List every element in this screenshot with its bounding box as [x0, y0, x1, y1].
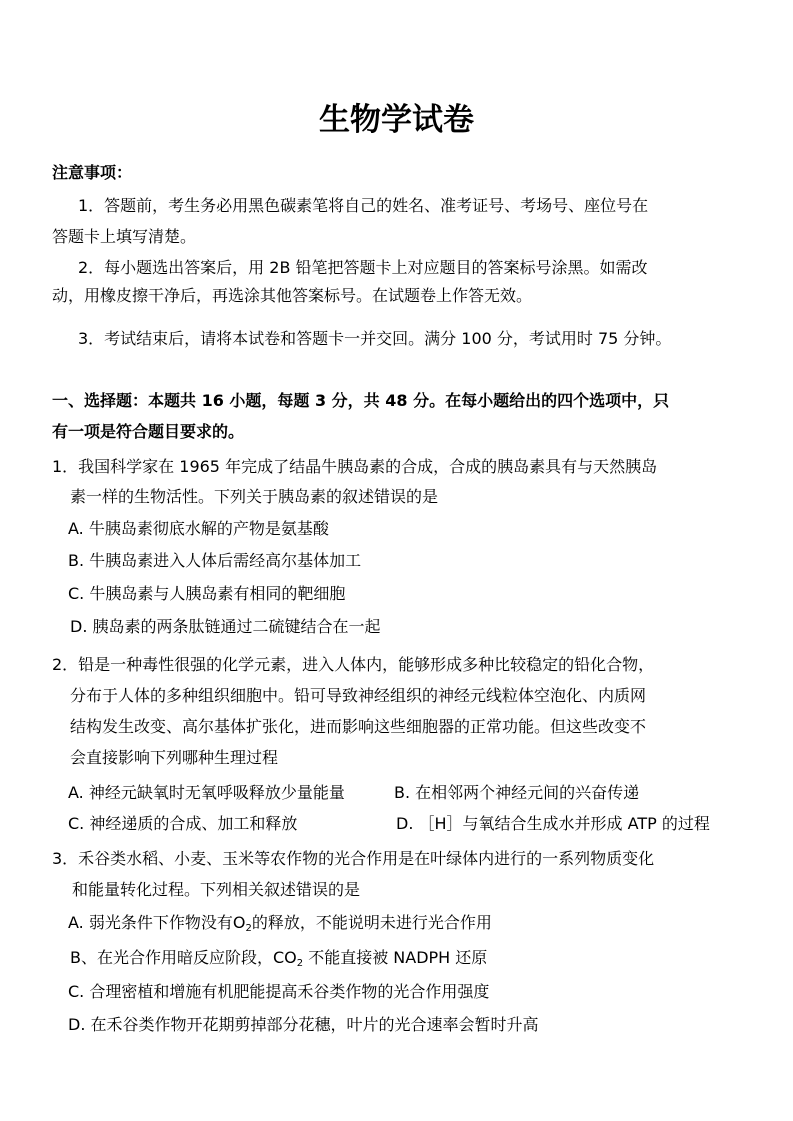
question-1-stem-line1: 1．我国科学家在 1965 年完成了结晶牛胰岛素的合成，合成的胰岛素具有与天然胰岛	[52, 457, 658, 476]
question-2-stem-line3: 结构发生改变、高尔基体扩张化，进而影响这些细胞器的正常功能。但这些改变不	[70, 717, 647, 736]
question-3-option-a-pre: A. 弱光条件下作物没有O	[68, 913, 246, 932]
question-1-option-c: C. 牛胰岛素与人胰岛素有相同的靶细胞	[68, 584, 346, 603]
question-3-option-c: C. 合理密植和增施有机肥能提高禾谷类作物的光合作用强度	[68, 982, 490, 1001]
notice-item-1-line2: 答题卡上填写清楚。	[52, 227, 197, 246]
question-1-option-a: A. 牛胰岛素彻底水解的产物是氨基酸	[68, 519, 329, 538]
section-heading-line1: 一、选择题：本题共 16 小题，每题 3 分，共 48 分。在每小题给出的四个选项中，只	[52, 391, 670, 410]
notice-item-2-line2: 动，用橡皮擦干净后，再选涂其他答案标号。在试题卷上作答无效。	[52, 286, 533, 305]
section-heading-line2: 有一项是符合题目要求的。	[52, 422, 245, 441]
notice-heading: 注意事项：	[52, 163, 133, 182]
question-3-option-a-subscript: 2	[245, 923, 252, 934]
question-3-stem-line2: 和能量转化过程。下列相关叙述错误的是	[72, 880, 361, 899]
question-3-stem-line1: 3．禾谷类水稻、小麦、玉米等农作物的光合作用是在叶绿体内进行的一系列物质变化	[52, 849, 655, 868]
question-2-option-a: A. 神经元缺氧时无氧呼吸释放少量能量	[68, 783, 345, 802]
question-3-option-b	[70, 947, 487, 975]
question-1-stem-line2: 素一样的生物活性。下列关于胰岛素的叙述错误的是	[70, 487, 439, 506]
question-3-option-b-subscript: 2	[296, 958, 304, 969]
question-2-stem-line4: 会直接影响下列哪种生理过程	[70, 748, 279, 767]
question-3-option-b-pre: B、在光合作用暗反应阶段，CO	[70, 948, 297, 967]
page-title: 生物学试卷	[319, 102, 474, 138]
question-3-option-d: D. 在禾谷类作物开花期剪掉部分花穗，叶片的光合速率会暂时升高	[68, 1015, 539, 1034]
notice-item-2-line1: 2．每小题选出答案后，用 2B 铅笔把答题卡上对应题目的答案标号涂黑。如需改	[78, 258, 648, 277]
question-1-option-b: B. 牛胰岛素进入人体后需经高尔基体加工	[68, 551, 362, 570]
question-2-option-b: B. 在相邻两个神经元间的兴奋传递	[394, 783, 640, 802]
question-1-option-d: D. 胰岛素的两条肽链通过二硫键结合在一起	[70, 617, 381, 636]
question-2-option-c: C. 神经递质的合成、加工和释放	[68, 814, 298, 833]
question-2-stem-line1: 2．铅是一种毒性很强的化学元素，进入人体内，能够形成多种比较稳定的铅化合物，	[52, 655, 655, 674]
question-3-option-a	[68, 912, 492, 940]
notice-item-1-line1: 1．答题前，考生务必用黑色碳素笔将自己的姓名、准考证号、考场号、座位号在	[78, 196, 649, 215]
notice-item-3-line1: 3．考试结束后，请将本试卷和答题卡一并交回。满分 100 分，考试用时 75 分钟。	[78, 329, 672, 348]
question-2-option-d: D. ［H］与氧结合生成水并形成 ATP 的过程	[396, 814, 710, 833]
question-3-option-a-post: 的释放，不能说明未进行光合作用	[251, 913, 492, 932]
question-2-stem-line2: 分布于人体的多种组织细胞中。铅可导致神经组织的神经元线粒体空泡化、内质网	[70, 686, 647, 705]
question-3-option-b-post: 不能直接被 NADPH 还原	[303, 948, 488, 967]
